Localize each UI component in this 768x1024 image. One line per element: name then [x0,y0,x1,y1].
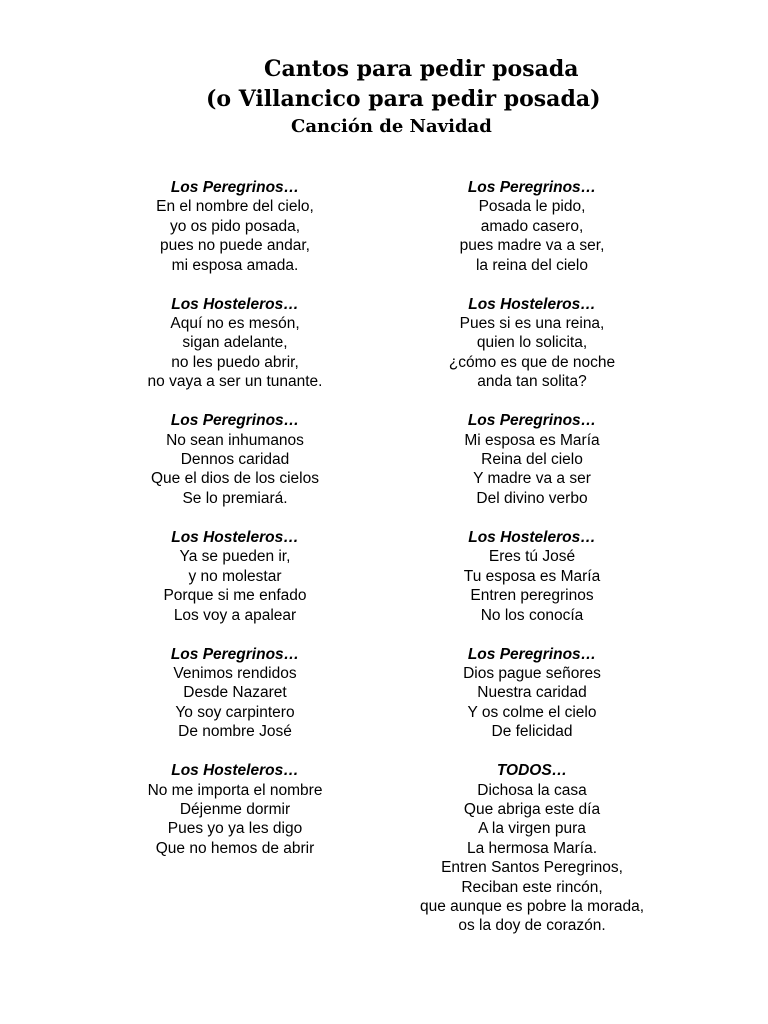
verse-line: Que no hemos de abrir [155,839,315,857]
verse-line: Porque si me enfado [163,587,307,605]
verse-line: No me importa el nombre [147,781,323,799]
verse-line: Venimos rendidos [173,664,297,682]
verse-line: La hermosa María. [466,839,598,857]
stanza [85,528,385,625]
verse-line: pues madre va a ser, [459,237,605,255]
stanza-speaker: Los Peregrinos… [467,412,597,430]
verse-line: Dennos caridad [180,451,290,469]
verse-line: De felicidad [491,723,573,741]
stanza [382,411,682,508]
verse-line: Y madre va a ser [473,470,591,488]
verse-line: pues no puede andar, [160,237,310,255]
verse-line: Que abriga este día [463,800,601,818]
verse-line: que aunque es pobre la morada, [419,897,645,915]
verse-line: Reina del cielo [481,451,583,469]
document-title-line1: Cantos para pedir posada [264,56,579,82]
verse-line: Entren Santos Peregrinos, [441,859,623,877]
verse-line: Se lo premiará. [182,489,288,507]
stanza [85,295,385,392]
verse-line: Los voy a apalear [173,606,297,624]
stanza [85,178,385,275]
verse-line: Dios pague señores [463,664,601,682]
verse-line: Desde Nazaret [183,684,287,702]
verse-line: yo os pido posada, [169,217,301,235]
verse-line: la reina del cielo [475,256,588,274]
stanza [382,295,682,392]
verse-line: amado casero, [480,217,584,235]
verse-line: no vaya a ser un tunante. [147,373,323,391]
verse-line: Tu esposa es María [463,567,601,585]
stanza [382,178,682,275]
verse-line: Entren peregrinos [470,587,594,605]
stanza [85,761,385,858]
stanza-speaker: Los Hosteleros… [468,295,596,313]
verse-line: Aquí no es mesón, [170,315,300,333]
verse-line: mi esposa amada. [171,256,299,274]
verse-line: A la virgen pura [478,820,586,838]
verse-line: Ya se pueden ir, [179,548,291,566]
stanza-speaker: Los Hosteleros… [171,295,299,313]
verse-line: Que el dios de los cielos [150,470,319,488]
stanza [85,411,385,508]
verse-line: En el nombre del cielo, [156,198,314,216]
verse-line: De nombre José [178,723,292,741]
stanza [382,645,682,742]
verse-line: Yo soy carpintero [175,703,295,721]
stanza [382,528,682,625]
left-column [85,178,385,878]
verse-line: Pues si es una reina, [459,315,605,333]
verse-line: no les puedo abrir, [171,353,299,371]
stanza [85,645,385,742]
verse-line: No sean inhumanos [166,431,304,449]
stanza-speaker: Los Peregrinos… [467,179,597,196]
verse-line: Del divino verbo [476,489,588,507]
stanza-speaker: Los Hosteleros… [171,528,299,546]
verse-line: anda tan solita? [477,373,587,391]
verse-line: Nuestra caridad [477,684,587,702]
stanza-speaker: TODOS… [496,762,568,780]
stanza-speaker: Los Peregrinos… [170,179,300,196]
verse-line: ¿cómo es que de noche [448,353,616,371]
right-column [382,178,682,955]
verse-line: Eres tú José [488,548,576,566]
verse-line: Mi esposa es María [464,431,600,449]
stanza-speaker: Los Hosteleros… [468,528,596,546]
verse-line: quien lo solicita, [476,334,588,352]
verse-line: y no molestar [188,567,282,585]
document-title-line2: (o Villancico para pedir posada) [206,86,601,112]
verse-line: Reciban este rincón, [461,878,603,896]
verse-line: No los conocía [480,606,584,624]
verse-line: Dichosa la casa [477,781,587,799]
stanza-speaker: Los Peregrinos… [170,412,300,430]
verse-line: Y os colme el cielo [467,703,597,721]
document-subtitle: Canción de Navidad [291,116,492,137]
verse-line: Posada le pido, [478,198,586,216]
verse-line: sigan adelante, [182,334,288,352]
stanza-speaker: Los Peregrinos… [467,645,597,663]
verse-line: os la doy de corazón. [458,917,606,935]
stanza-speaker: Los Hosteleros… [171,762,299,780]
stanza [382,761,682,936]
verse-line: Déjenme dormir [179,800,291,818]
verse-line: Pues yo ya les digo [167,820,303,838]
stanza-speaker: Los Peregrinos… [170,645,300,663]
